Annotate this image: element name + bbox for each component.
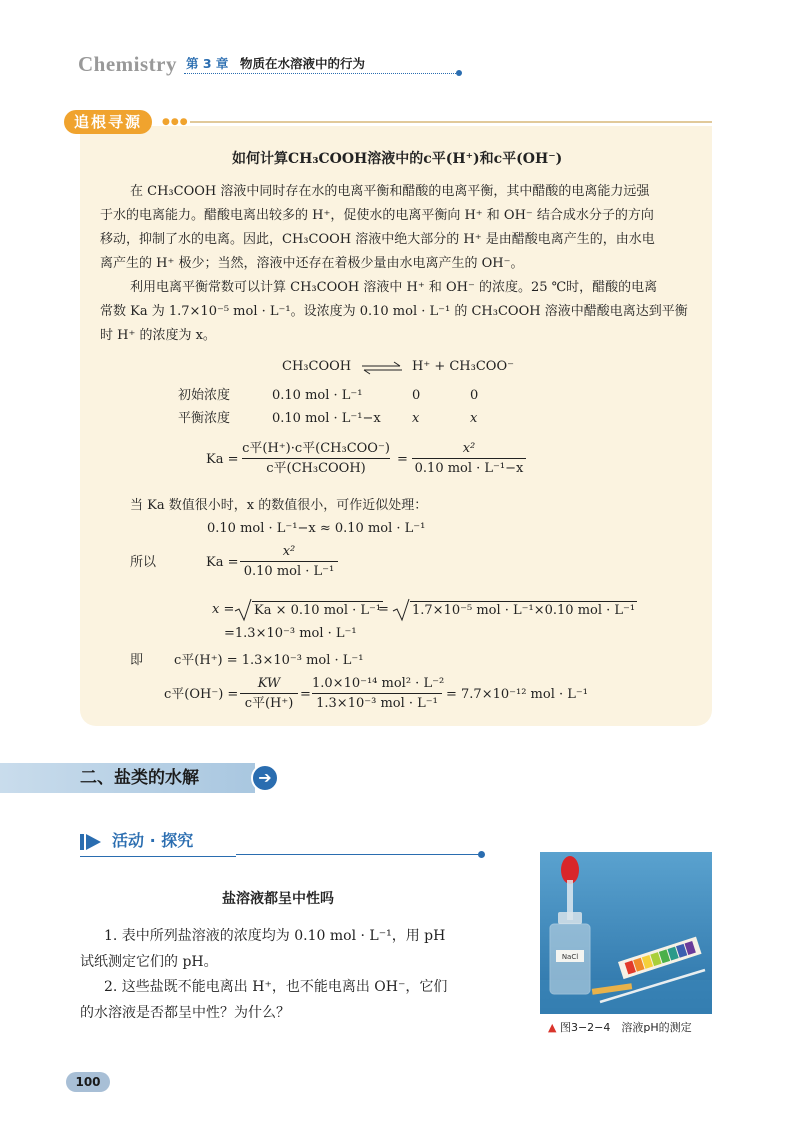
coh-result: = 7.7×10⁻¹² mol · L⁻¹ <box>446 687 588 702</box>
page-header <box>78 52 398 78</box>
coh-denominator: c平(H⁺) <box>244 696 294 711</box>
box-title: 如何计算CH₃COOH溶液中的c平(H⁺)和c平(OH⁻) <box>232 151 563 167</box>
ka-equals: = <box>397 452 408 467</box>
x-equals: = <box>378 602 389 617</box>
ka-denominator: c平(CH₃COOH) <box>266 461 366 476</box>
play-icon <box>80 833 102 851</box>
x-radicand-2: 1.7×10⁻⁵ mol · L⁻¹×0.10 mol · L⁻¹ <box>412 603 636 618</box>
figure-caption <box>548 1020 692 1036</box>
ka-lhs: Ka = <box>206 452 239 467</box>
ka-numerator: c平(H⁺)·c平(CH₃COO⁻) <box>242 440 390 459</box>
ph-test-photo <box>540 852 712 1014</box>
x-radicand-1: Ka × 0.10 mol · L⁻¹ <box>254 603 382 618</box>
ka-fraction2 <box>412 440 526 477</box>
ka-fraction <box>242 440 390 477</box>
eq-right: H⁺ + CH₃COO⁻ <box>412 359 514 374</box>
box-p2-line1: 利用电离平衡常数可以计算 CH₃COOH 溶液中 H⁺ 和 OH⁻ 的浓度。25 ℃时，醋酸的电离 <box>130 280 658 295</box>
ka2-lhs: Ka = <box>206 555 239 570</box>
header-underline <box>184 73 460 74</box>
activity-subtitle: 盐溶液都呈中性吗 <box>222 891 334 907</box>
coh-numerator2: 1.0×10⁻¹⁴ mol² · L⁻² <box>312 675 442 694</box>
coh-numerator: KW <box>240 675 298 694</box>
header-chapter: 第 3 章 <box>186 56 229 71</box>
approx-text: 当 Ka 数值很小时，x 的数值很小，可作近似处理： <box>130 498 428 513</box>
header-brand: Chemistry <box>78 52 177 76</box>
activity-dot <box>478 851 485 858</box>
info-box-tag: 追根寻源 <box>64 110 152 134</box>
activity-line-3: 2. 这些盐既不能电离出 H⁺，也不能电离出 OH⁻，它们 <box>104 979 448 995</box>
suoyi-label: 所以 <box>130 555 157 570</box>
eq-left: CH₃COOH <box>282 359 352 374</box>
warning-triangle-icon: ▲ <box>548 1021 557 1034</box>
arrow-right-icon: ➔ <box>251 764 279 792</box>
coh-fraction2 <box>312 675 445 712</box>
sqrt-icon-2 <box>392 598 410 622</box>
box-p2-line3: 时 H⁺ 的浓度为 x。 <box>100 328 216 343</box>
activity-underline-left <box>80 856 236 857</box>
info-box-top-line <box>190 121 712 123</box>
activity-line-1: 1. 表中所列盐溶液的浓度均为 0.10 mol · L⁻¹，用 pH <box>104 928 446 944</box>
ch-equation: c平(H⁺) = 1.3×10⁻³ mol · L⁻¹ <box>174 653 364 668</box>
row2-b: x <box>412 411 420 426</box>
bottle-label: NaCl <box>561 953 579 961</box>
ka-denominator2: 0.10 mol · L⁻¹−x <box>414 461 524 476</box>
coh-denominator2: 1.3×10⁻³ mol · L⁻¹ <box>316 696 438 711</box>
row1-label: 初始浓度 <box>178 388 231 403</box>
row2-c: x <box>470 411 478 426</box>
box-p2-line2: 常数 Ka 为 1.7×10⁻⁵ mol · L⁻¹。设浓度为 0.10 mol · L⁻¹ 的 CH₃COOH 溶液中醋酸电离达到平衡 <box>100 304 688 319</box>
equilibrium-arrow-icon <box>360 361 404 375</box>
coh-fraction <box>240 675 298 712</box>
row2-a: 0.10 mol · L⁻¹−x <box>272 411 381 426</box>
box-p1-line1: 在 CH₃COOH 溶液中同时存在水的电离平衡和醋酸的电离平衡，其中醋酸的电离能力远强 <box>130 184 650 199</box>
tag-dots-icon: ●●● <box>162 117 189 127</box>
coh-equals: = <box>300 687 311 702</box>
header-title: 物质在水溶液中的行为 <box>240 56 366 71</box>
row1-a: 0.10 mol · L⁻¹ <box>272 388 363 403</box>
x-lhs: x = <box>212 602 235 617</box>
page-number: 100 <box>66 1072 110 1092</box>
approx-eq: 0.10 mol · L⁻¹−x ≈ 0.10 mol · L⁻¹ <box>207 521 426 536</box>
row2-label: 平衡浓度 <box>178 411 231 426</box>
row1-c: 0 <box>470 388 479 403</box>
ka2-numerator: x² <box>240 543 338 562</box>
box-p1-line2: 于水的电离能力。醋酸电离出较多的 H⁺，促使水的电离平衡向 H⁺ 和 OH⁻ 结合成水分子的方向 <box>100 208 654 223</box>
sqrt-icon-1 <box>234 598 252 622</box>
activity-underline <box>236 854 482 855</box>
header-dot <box>456 70 462 76</box>
ka2-denominator: 0.10 mol · L⁻¹ <box>243 564 335 579</box>
box-p1-line4: 离产生的 H⁺ 极少；当然，溶液中还存在着极少量由水电离产生的 OH⁻。 <box>100 256 524 271</box>
box-p1-line3: 移动，抑制了水的电离。因此，CH₃COOH 溶液中绝大部分的 H⁺ 是由醋酸电离产生的，由水电 <box>100 232 655 247</box>
ji-label: 即 <box>130 653 144 668</box>
x-result: =1.3×10⁻³ mol · L⁻¹ <box>224 626 357 641</box>
activity-line-2: 试纸测定它们的 pH。 <box>80 954 218 970</box>
activity-title: 活动 · 探究 <box>112 831 194 850</box>
section-title: 二、盐类的水解 <box>80 768 199 788</box>
ka-numerator2: x² <box>412 440 526 459</box>
coh-lhs: c平(OH⁻) = <box>164 687 239 702</box>
ka2-fraction <box>240 543 338 580</box>
figure-caption-text: 图3−2−4 溶液pH的测定 <box>559 1021 692 1034</box>
activity-line-4: 的水溶液是否都呈中性？为什么？ <box>80 1005 290 1021</box>
row1-b: 0 <box>412 388 421 403</box>
